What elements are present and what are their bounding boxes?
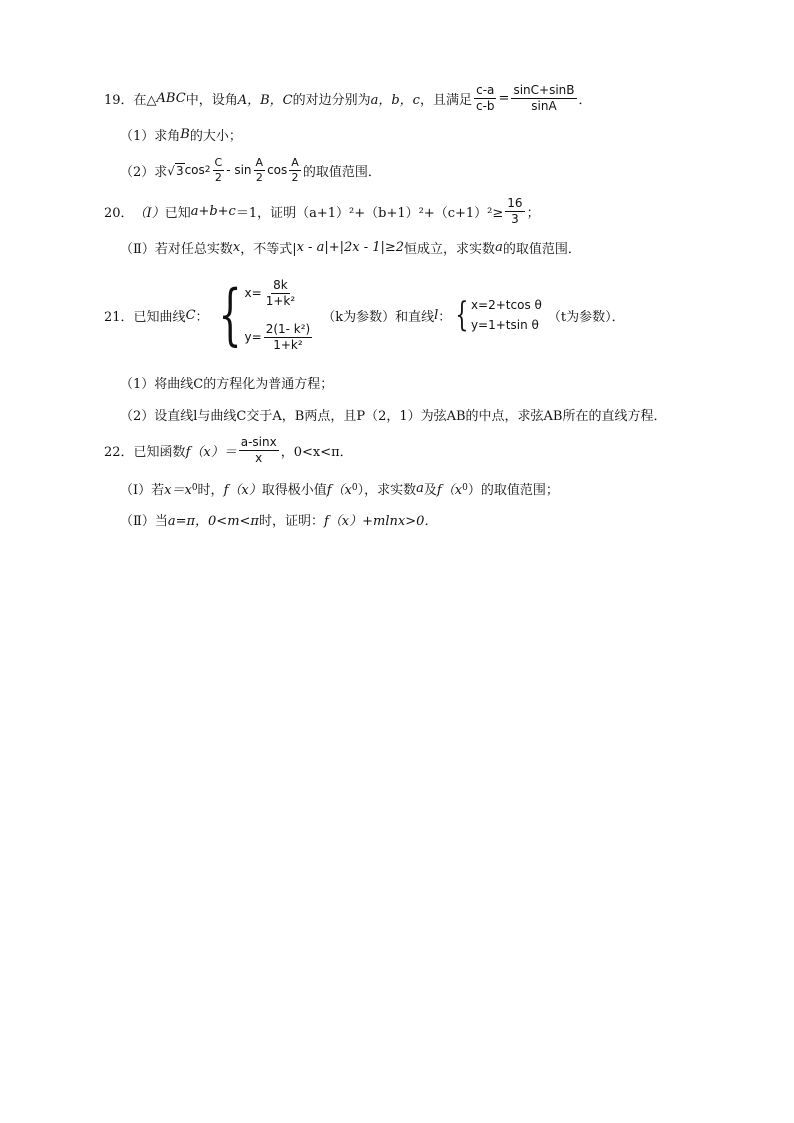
q19-frac-c: $\frac{C}{2}$ — [214, 155, 223, 184]
q19-number: 19． — [104, 92, 134, 108]
q22-number: 22． — [104, 444, 134, 460]
q19-fraction-2: $\frac{\sin C+\sin B}{\sin A}$ — [513, 82, 575, 113]
q20-part-1: 20． （I） 已知 a+b+c ＝1，证明（ a+1）²+（b+1）²+（c+1）²≥ $\frac{16}{3}$ ； — [104, 195, 540, 226]
sqrt-symbol: √ 3 — [167, 163, 184, 178]
q19-frac-a2: $\frac{A}{2}$ — [291, 155, 299, 184]
q22-frac: $\frac{a-\sin x}{x}$ — [240, 434, 277, 465]
q21-number: 21． — [104, 309, 134, 325]
q20-frac: $\frac{16}{3}$ — [507, 195, 523, 226]
left-brace-icon: { — [217, 276, 242, 353]
q22-part-2: （Ⅱ）当 a=π，0<m<π 时，证明： f（x）+mlnx>0． — [120, 513, 438, 529]
q21-part-2: （2）设直线l与曲线C交于A，B两点，且P（2，1）为弦AB的中点，求弦AB所在的直线方程． — [120, 408, 667, 424]
q20-part-2: （Ⅱ）若对任总实数 x ，不等式| x - a|+|2x - 1|≥2 恒成立，求实数 a 的取值范围． — [120, 239, 581, 257]
q20-number: 20． — [104, 205, 134, 221]
q21-part-1: （1）将曲线C的方程化为普通方程； — [120, 376, 334, 392]
q19-part-1: （1）求角 B 的大小； — [120, 126, 242, 144]
q22-stem: 22． 已知函数 f（x）＝ $\frac{a-\sin x}{x}$ ，0<x<π． — [104, 434, 353, 465]
curve-system: x= $\frac{8k}{\text{1+k²}}$ y= $\frac{\text{2(1- k²)}}{\text{1+k²}}$ — [244, 277, 311, 352]
q19-fraction-1: $\frac{c-a}{c-b}$ — [475, 82, 495, 113]
q21-stem: 21． 已知曲线 C ： { x= $\frac{8k}{\text{1+k²}}$ y= $\frac{\text{2(1- k²)}}{\text{1+k²}}$ （k为参数）和直线 l ： { x=2+tcos θ y=1+tsin θ （t为参数）． — [104, 276, 625, 353]
left-brace-small-icon: { — [455, 295, 469, 335]
q19-frac-a: $\frac{A}{2}$ — [255, 155, 264, 184]
q22-part-1: （Ⅰ）若 x＝x 0 时， f（x） 取得极小值 f（x 0 ），求实数 a 及 f（x 0 ）的取值范围； — [120, 480, 559, 498]
line-system: x=2+tcos θ y=1+tsin θ — [470, 298, 542, 332]
q19-part-2: （2）求 √ 3 cos 2 $\frac{C}{2}$ - sin $\frac{A}{2}$ cos $\frac{A}{2}$ 的取值范围． — [120, 155, 381, 184]
q19-stem: 19． 在△ ABC 中，设角 A，B，C 的对边分别为 a，b，c ，且满足 $\frac{c-a}{c-b}$ = $\frac{\sin C+\sin B}{\sin A}$ ． — [104, 82, 592, 113]
